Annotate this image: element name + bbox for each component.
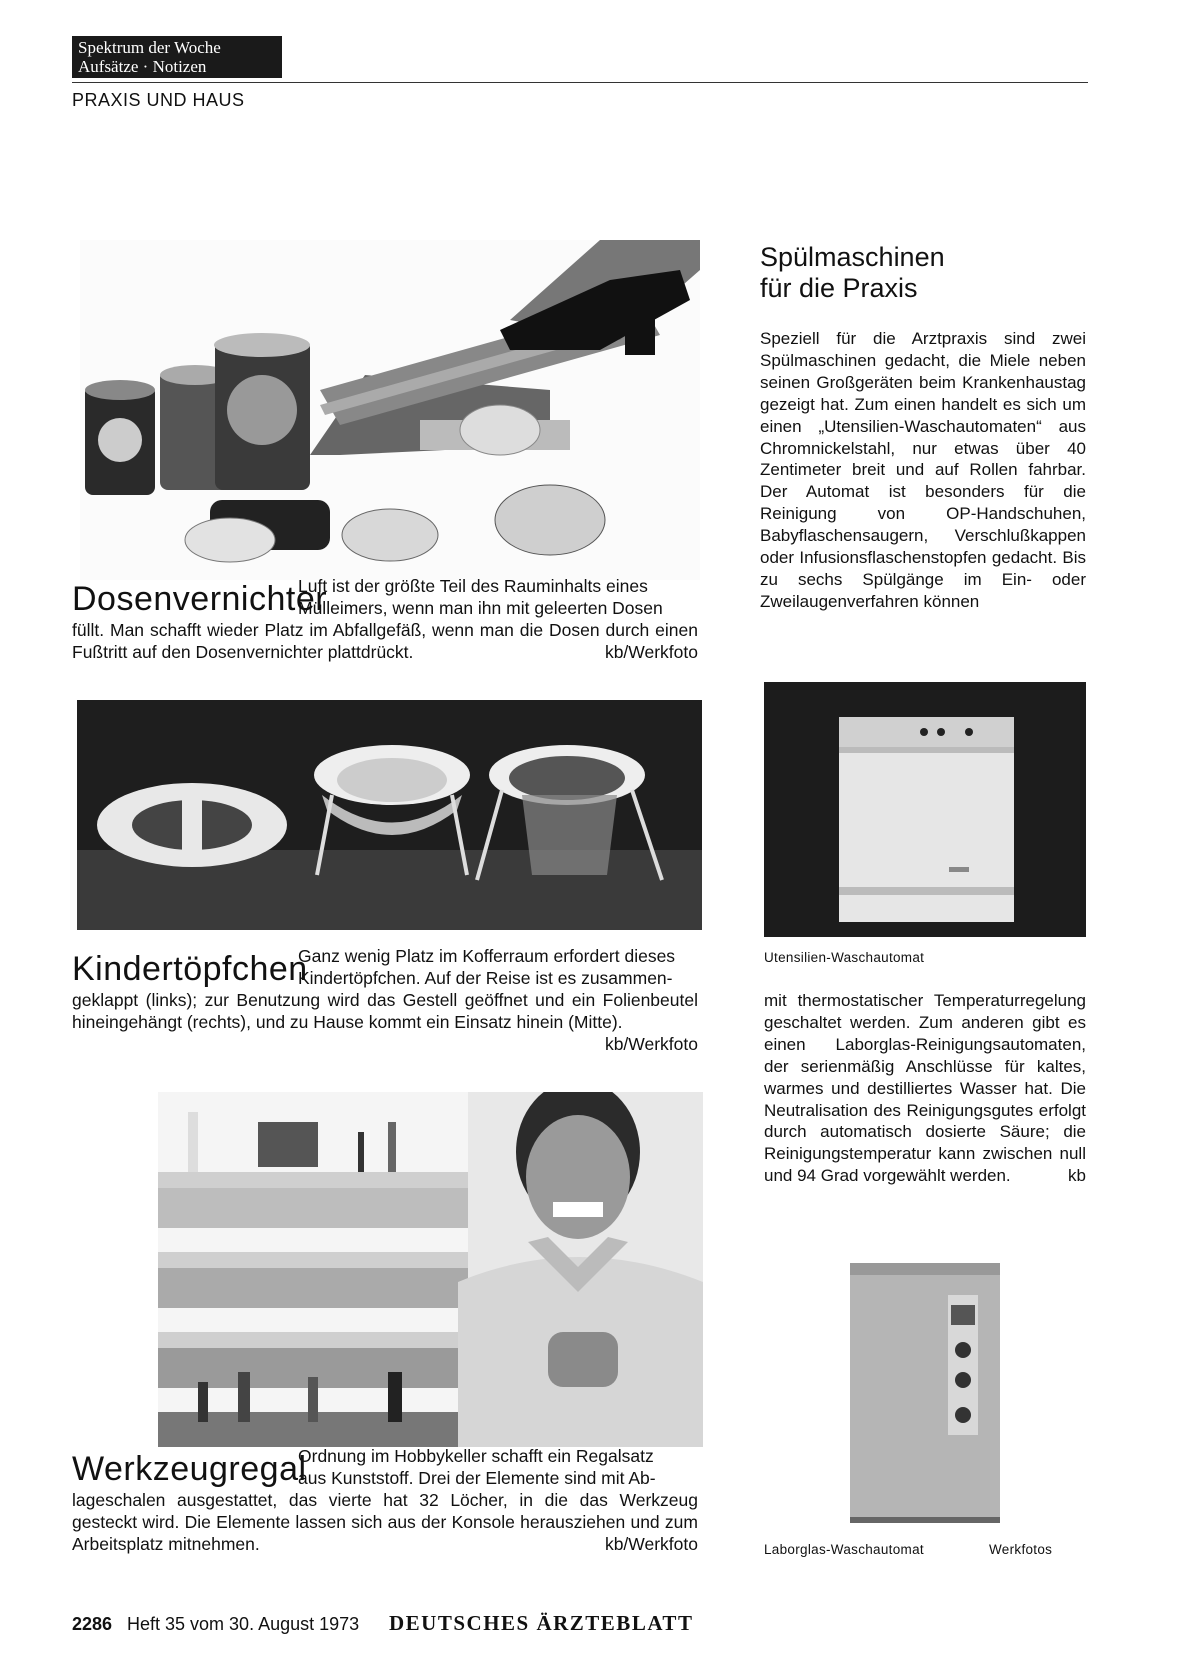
article-4-body-part-1: Speziell für die Arztpraxis sind zwei Spülmaschinen gedacht, die Miele neben seinen Großgeräten beim Krankenhaustag gezeigt hat. Zum einen handelt es sich um einen „Utensilien-Waschautomaten“ aus Chromnickelstahl, nur etwas über 40 Zentimeter breit und auf Rollen fahrbar. Der Automat ist besonders für die Reinigung von OP-Handschuhen, Babyflaschensaugern, Verschlußkappen oder Infusionsflaschenstopfen gedacht. Bis zu sechs Spülgänge im Ein- oder Zweilaugenverfahren können bbox=[760, 329, 1086, 611]
article-4-body-part-2 bbox=[764, 990, 1086, 1187]
issue-info: Heft 35 vom 30. August 1973 bbox=[127, 1614, 360, 1634]
article-4-heading bbox=[760, 242, 1090, 304]
caption-labglass-washer: Laborglas-Waschautomat bbox=[764, 1542, 924, 1557]
article-4-heading-line-2: für die Praxis bbox=[760, 273, 918, 303]
tool-shelf-photo bbox=[158, 1092, 703, 1447]
article-1-lead-line-1: Luft ist der größte Teil des Rauminhalts eines bbox=[298, 576, 648, 596]
article-3-lead bbox=[298, 1445, 698, 1489]
article-2-heading: Kindertöpfchen bbox=[72, 950, 308, 988]
masthead bbox=[72, 36, 282, 78]
article-1-lead bbox=[298, 575, 698, 619]
header-rule bbox=[72, 82, 1088, 83]
caption-werkfotos: Werkfotos bbox=[989, 1542, 1053, 1557]
article-3-body bbox=[72, 1489, 698, 1555]
article-2-lead-line-1: Ganz wenig Platz im Kofferraum erfordert dieses bbox=[298, 946, 676, 966]
labglass-washer-photo bbox=[838, 1255, 1013, 1535]
article-2-body bbox=[72, 989, 698, 1055]
article-4-credit: kb bbox=[1068, 1166, 1086, 1186]
potty-photo bbox=[77, 700, 702, 930]
caption-utensil-washer: Utensilien-Waschautomat bbox=[764, 950, 925, 965]
utensil-washer-photo bbox=[764, 682, 1086, 937]
journal-name: DEUTSCHES ÄRZTEBLATT bbox=[389, 1611, 694, 1635]
article-2-lead-line-2: Kindertöpfchen. Auf der Reise ist es zusammen- bbox=[298, 968, 673, 988]
article-3-body-text: lageschalen ausgestattet, das vierte hat 32 Löcher, in die das Werkzeug gesteckt wird. Die Elemente lassen sich aus der Konsole herausziehen und zum Arbeitsplatz mitnehmen. bbox=[72, 1490, 698, 1554]
article-1-heading: Dosenvernichter bbox=[72, 580, 328, 618]
masthead-line-1: Spektrum der Woche bbox=[78, 38, 221, 57]
article-4-body-part-2-text: mit thermostatischer Temperaturregelung geschaltet werden. Zum anderen gibt es einen Laborglas-Reinigungsautomaten, der serienmäßig Anschlüsse für kaltes, warmes und destilliertes Wasser hat. Die Neutralisation des Reinigungsgutes erfolgt durch automatisch dosierte Säure; die Reinigungstemperatur kann zwischen null und 94 Grad vorgewählt werden. bbox=[764, 991, 1086, 1186]
article-3-lead-line-2: aus Kunststoff. Drei der Elemente sind mit Ab- bbox=[298, 1468, 656, 1488]
article-1-lead-line-2: Mülleimers, wenn man ihn mit geleerten Dosen bbox=[298, 598, 663, 618]
article-2-credit: kb/Werkfoto bbox=[604, 1034, 698, 1054]
article-1-credit: kb/Werkfoto bbox=[604, 642, 698, 662]
article-1-body-text: füllt. Man schafft wieder Platz im Abfallgefäß, wenn man die Dosen durch einen Fußtritt auf den Dosenvernichter plattdrückt. bbox=[72, 620, 698, 662]
masthead-line-2: Aufsätze · Notizen bbox=[78, 57, 207, 76]
article-2-lead bbox=[298, 945, 698, 989]
article-1-body bbox=[72, 619, 698, 663]
page-number: 2286 bbox=[72, 1614, 113, 1634]
article-4-heading-line-1: Spülmaschinen bbox=[760, 242, 945, 272]
section-title: PRAXIS UND HAUS bbox=[72, 90, 245, 110]
article-2-body-text: geklappt (links); zur Benutzung wird das Gestell geöffnet und ein Folienbeutel hineingehängt (rechts), und zu Hause kommt ein Einsatz hinein (Mitte). bbox=[72, 990, 698, 1032]
article-3-heading: Werkzeugregal bbox=[72, 1450, 307, 1488]
article-3-lead-line-1: Ordnung im Hobbykeller schafft ein Regalsatz bbox=[298, 1446, 654, 1466]
can-crusher-photo bbox=[80, 240, 700, 580]
article-3-credit: kb/Werkfoto bbox=[604, 1534, 698, 1554]
